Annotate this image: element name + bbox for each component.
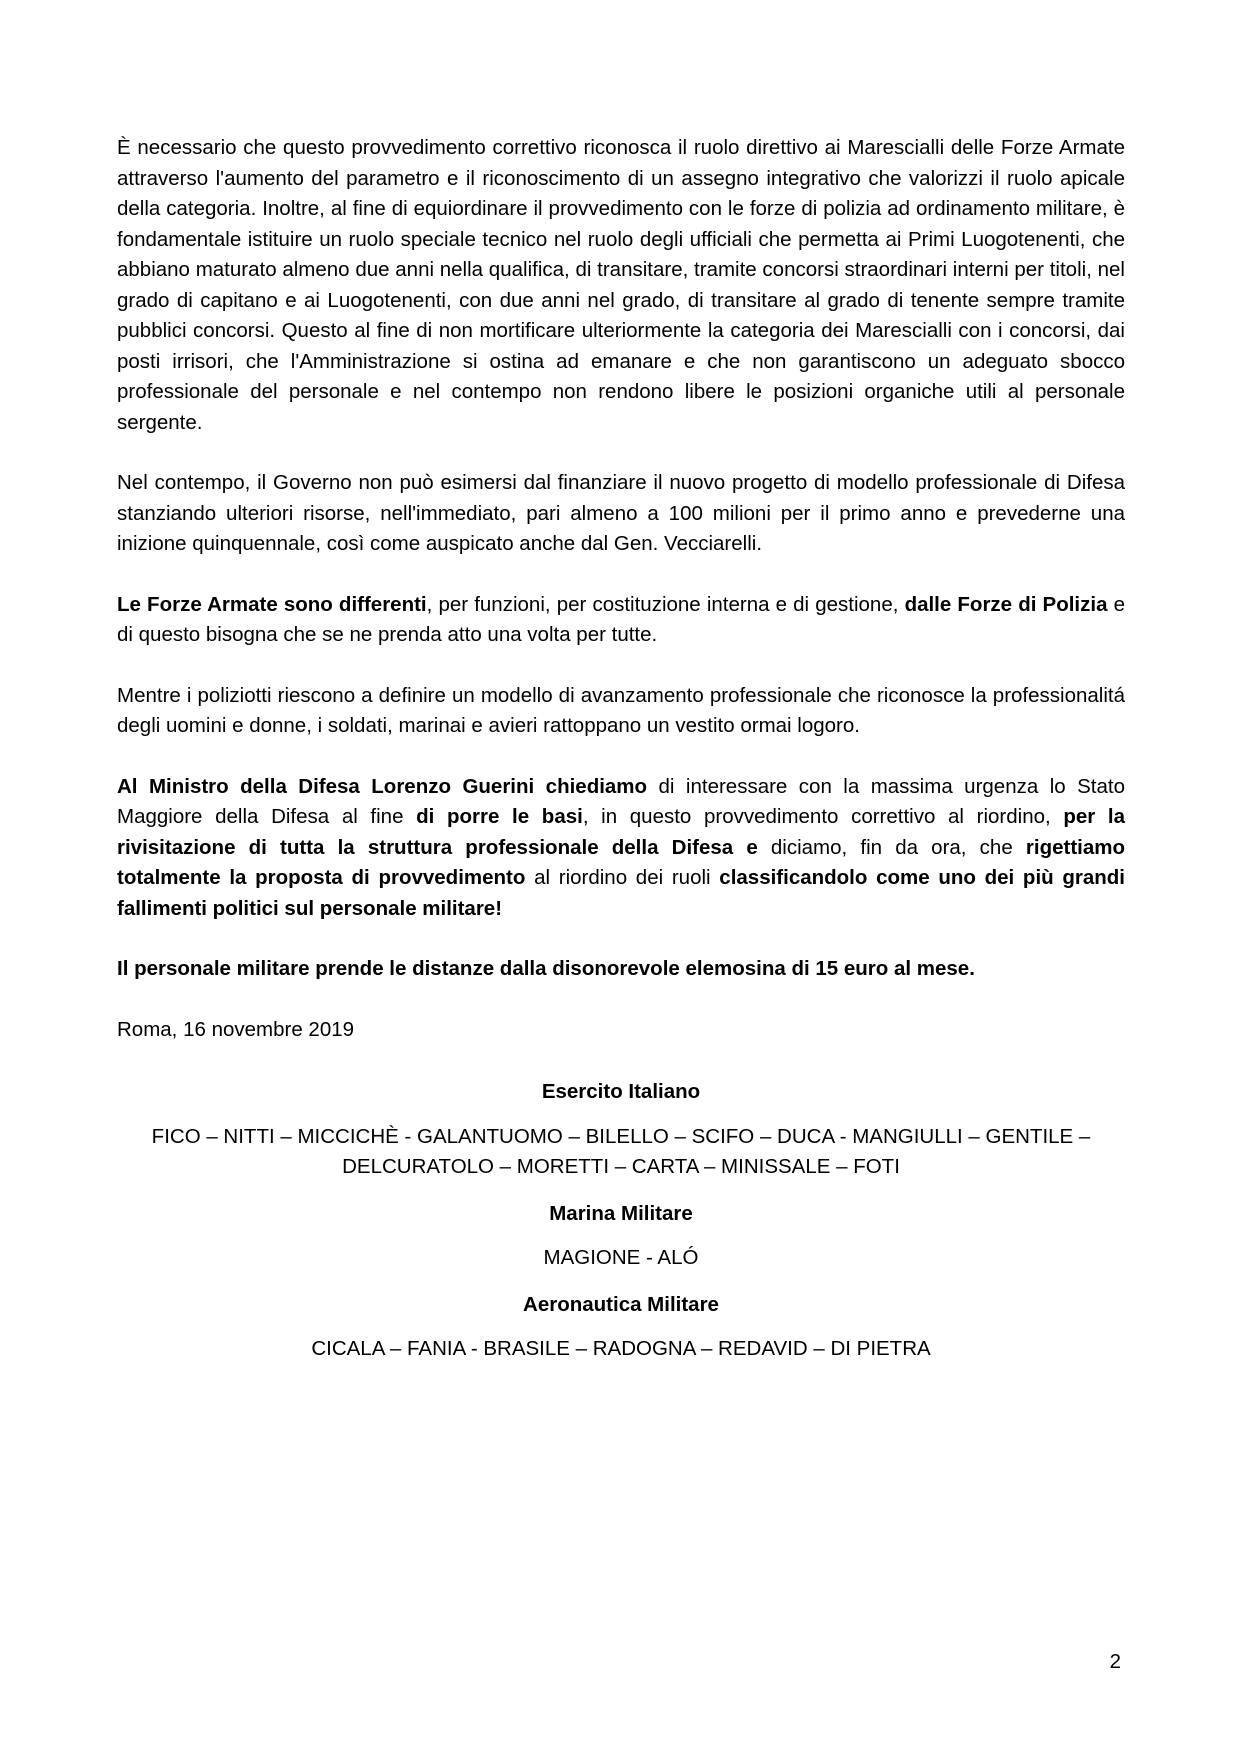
body-paragraph xyxy=(117,954,1125,985)
text-segment: Mentre i poliziotti riescono a definire un modello di avanzamento professionale che riconosce la professionalitá degli uomini e donne, i soldati, marinai e avieri rattoppano un vestito ormai logoro. xyxy=(117,683,1125,737)
text-segment: , in questo provvedimento correttivo al riordino, xyxy=(582,805,1064,828)
body-paragraph xyxy=(117,590,1125,651)
text-segment: , per funzioni, per costituzione interna e di gestione, xyxy=(426,592,905,616)
body-paragraph xyxy=(117,681,1125,742)
text-segment: diciamo, fin da ora, che xyxy=(757,835,1026,859)
navy-names: MAGIONE - ALÓ xyxy=(543,1246,699,1269)
bold-text: Il personale militare prende le distanze dalla disonorevole elemosina di 15 euro al mese. xyxy=(117,957,975,980)
text-segment: e di questo bisogna che se ne prenda atto una volta per tutte. xyxy=(117,592,1126,646)
bold-text: Le Forze Armate sono differenti xyxy=(117,592,427,616)
bold-text: di porre le basi xyxy=(416,805,583,828)
body-paragraph xyxy=(117,133,1125,438)
text-segment: al riordino dei ruoli xyxy=(525,866,720,889)
paragraph-container xyxy=(117,133,1125,985)
bold-text: Al Ministro della Difesa Lorenzo Guerini chiediamo xyxy=(117,774,648,798)
signatories-section xyxy=(117,1077,1125,1365)
airforce-names: CICALA – FANIA - BRASILE – RADOGNA – REDAVID – DI PIETRA xyxy=(311,1337,931,1360)
document-body xyxy=(117,133,1125,1381)
text-segment: È necessario che questo provvedimento correttivo riconosca il ruolo direttivo ai Marescialli delle Forze Armate attraverso l'aumento del parametro e il riconoscimento di un assegno integrativo che valorizzi il ruolo apicale della categoria. Inoltre, al fine di equiordinare il provvedimento con le forze di polizia ad ordinamento militare, è fondamentale istituire un ruolo speciale tecnico nel ruolo degli ufficiali che permetta ai Primi Luogotenenti, che abbiano maturato almeno due anni nella qualifica, di transitare, tramite concorsi straordinari interni per titoli, nel grado di capitano e ai Luogotenenti, con due anni nel grado, di transitare al grado di tenente sempre tramite pubblici concorsi. Questo al fine di non mortificare ulteriormente la categoria dei Marescialli con i concorsi, dai posti irrisori, che l'Amministrazione si ostina ad emanare e che non garantiscono un adeguato sbocco professionale del personale e nel contempo non rendono libere le posizioni organiche utili al personale sergente. xyxy=(117,136,1125,434)
text-segment: di interessare con la massima urgenza lo Stato Maggiore della Difesa al fine xyxy=(117,774,1125,828)
bold-text: classificandolo come uno dei più grandi fallimenti politici sul personale militare! xyxy=(117,866,1125,920)
army-heading: Esercito Italiano xyxy=(541,1080,701,1103)
text-segment: Nel contempo, il Governo non può esimersi dal finanziare il nuovo progetto di modello professionale di Difesa stanziando ulteriori risorse, nell'immediato, pari almeno a 100 milioni per il primo anno e prevederne una inizione quinquennale, così come auspicato anche dal Gen. Vecciarelli. xyxy=(117,471,1125,555)
bold-text: rigettiamo totalmente la proposta di provvedimento xyxy=(117,835,1125,889)
bold-text: per la rivisitazione di tutta la struttura professionale della Difesa e xyxy=(117,805,1126,859)
body-paragraph xyxy=(117,772,1125,925)
bold-text: dalle Forze di Polizia xyxy=(904,592,1108,616)
date-line: Roma, 16 novembre 2019 xyxy=(117,1017,355,1041)
body-paragraph xyxy=(117,468,1125,560)
airforce-heading: Aeronautica Militare xyxy=(523,1292,719,1316)
army-names: FICO – NITTI – MICCICHÈ - GALANTUOMO – BILELLO – SCIFO – DUCA - MANGIULLI – GENTILE – DELCURATOLO – MORETTI – CARTA – MINISSALE – FOTI xyxy=(151,1124,1091,1178)
page-number: 2 xyxy=(1109,1650,1121,1673)
navy-heading: Marina Militare xyxy=(549,1201,693,1225)
